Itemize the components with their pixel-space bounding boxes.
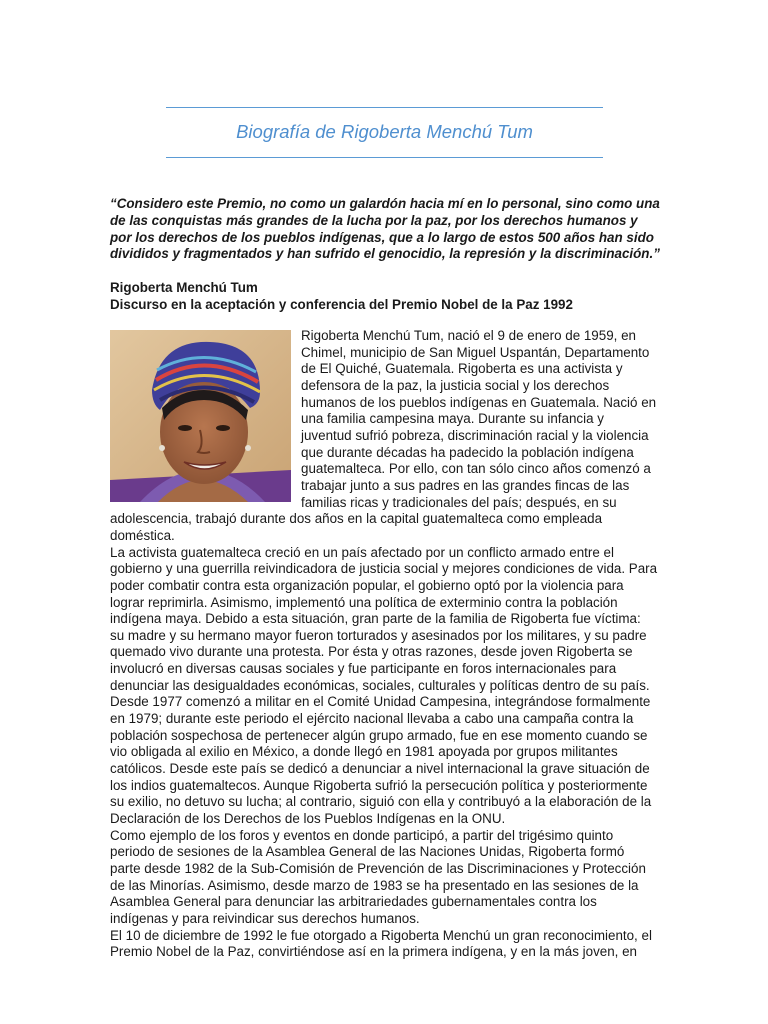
attribution-event: Discurso en la aceptación y conferencia del Premio Nobel de la Paz 1992 (110, 297, 573, 312)
nobel-quote: “Considero este Premio, no como un galardón hacia mí en lo personal, sino como una de las conquistas más grandes de la lucha por la paz, por los derechos humanos y por los derechos de los pueblos indígenas, que a lo largo de estos 500 años han sido divididos y fragmentados y han sufrido el genocidio, la represión y la discriminación.” (110, 196, 660, 262)
biography-paragraph-2: La activista guatemalteca creció en un país afectado por un conflicto armado entre el gobierno y una guerrilla reivindicadora de justicia social y mejores condiciones de vida. Para poder combatir contra esta organización popular, el gobierno optó por la violencia para lograr reprimirla. Asimismo, implementó una política de exterminio contra la población indígena maya. Debido a esta situación, gran parte de la familia de Rigoberta fue víctima: su madre y su hermano mayor fueron torturados y asesinados por los militares, y su padre quemado vivo durante una protesta. Por ésta y otras razones, desde joven Rigoberta se involucró en diversas causas sociales y fue participante en foros internacionales para denunciar las desigualdades económicas, sociales, culturales y políticas dentro de su país. Desde 1977 comenzó a militar en el Comité Unidad Campesina, integrándose formalmente en 1979; durante este periodo el ejército nacional llevaba a cabo una campaña contra la población sospechosa de pertenecer algún grupo armado, fue en ese momento cuando se vio obligada al exilio en México, a donde llegó en 1981 apoyada por grupos militantes católicos. Desde este país se dedicó a denunciar a nivel internacional la grave situación de los indios guatemaltecos. Aunque Rigoberta sufrió la persecución política y posteriormente su exilio, no detuvo su lucha; al contrario, siguió con ella y contribuyó a la elaboración de la Declaración de los Derechos de los Pueblos Indígenas en la ONU. (110, 544, 658, 827)
quote-attribution (110, 279, 660, 313)
biography-body (110, 328, 658, 961)
title-rule-top (166, 107, 603, 108)
biography-paragraph-3: Como ejemplo de los foros y eventos en donde participó, a partir del trigésimo quinto periodo de sesiones de la Asamblea General de las Naciones Unidas, Rigoberta formó parte desde 1982 de la Sub-Comisión de Prevención de las Discriminaciones y Protección de las Minorías. Asimismo, desde marzo de 1983 se ha presentado en las sesiones de la Asamblea General para denunciar las arbitrariedades gubernamentales contra los indígenas y para reivindicar sus derechos humanos. (110, 827, 646, 926)
portrait-illustration (110, 330, 291, 502)
document-title: Biografía de Rigoberta Menchú Tum (236, 121, 533, 142)
biography-paragraph-1: Rigoberta Menchú Tum, nació el 9 de enero de 1959, en Chimel, municipio de San Miguel Uspantán, Departamento de El Quiché, Guatemala. Rigoberta es una activista y defensora de la paz, la justicia social y los derechos humanos de los pueblos indígenas en Guatemala. Nació en una familia campesina maya. Durante su infancia y juventud sufrió pobreza, discriminación racial y la violencia que durante décadas ha padecido la población indígena guatemalteca. Por ello, con tan sólo cinco años comenzó a trabajar junto a sus padres en las grandes fincas de las familias ricas y tradicionales del país; después, en su adolescencia, trabajó durante dos años en la capital guatemalteca como empleada doméstica. (110, 328, 657, 543)
biography-paragraph-4: El 10 de diciembre de 1992 le fue otorgado a Rigoberta Menchú un gran reconocimiento, el Premio Nobel de la Paz, convirtiéndose así en la primera indígena, y en la más joven, en (110, 927, 652, 960)
attribution-name: Rigoberta Menchú Tum (110, 280, 258, 295)
portrait-photo (110, 330, 291, 502)
title-rule-bottom (166, 157, 603, 158)
